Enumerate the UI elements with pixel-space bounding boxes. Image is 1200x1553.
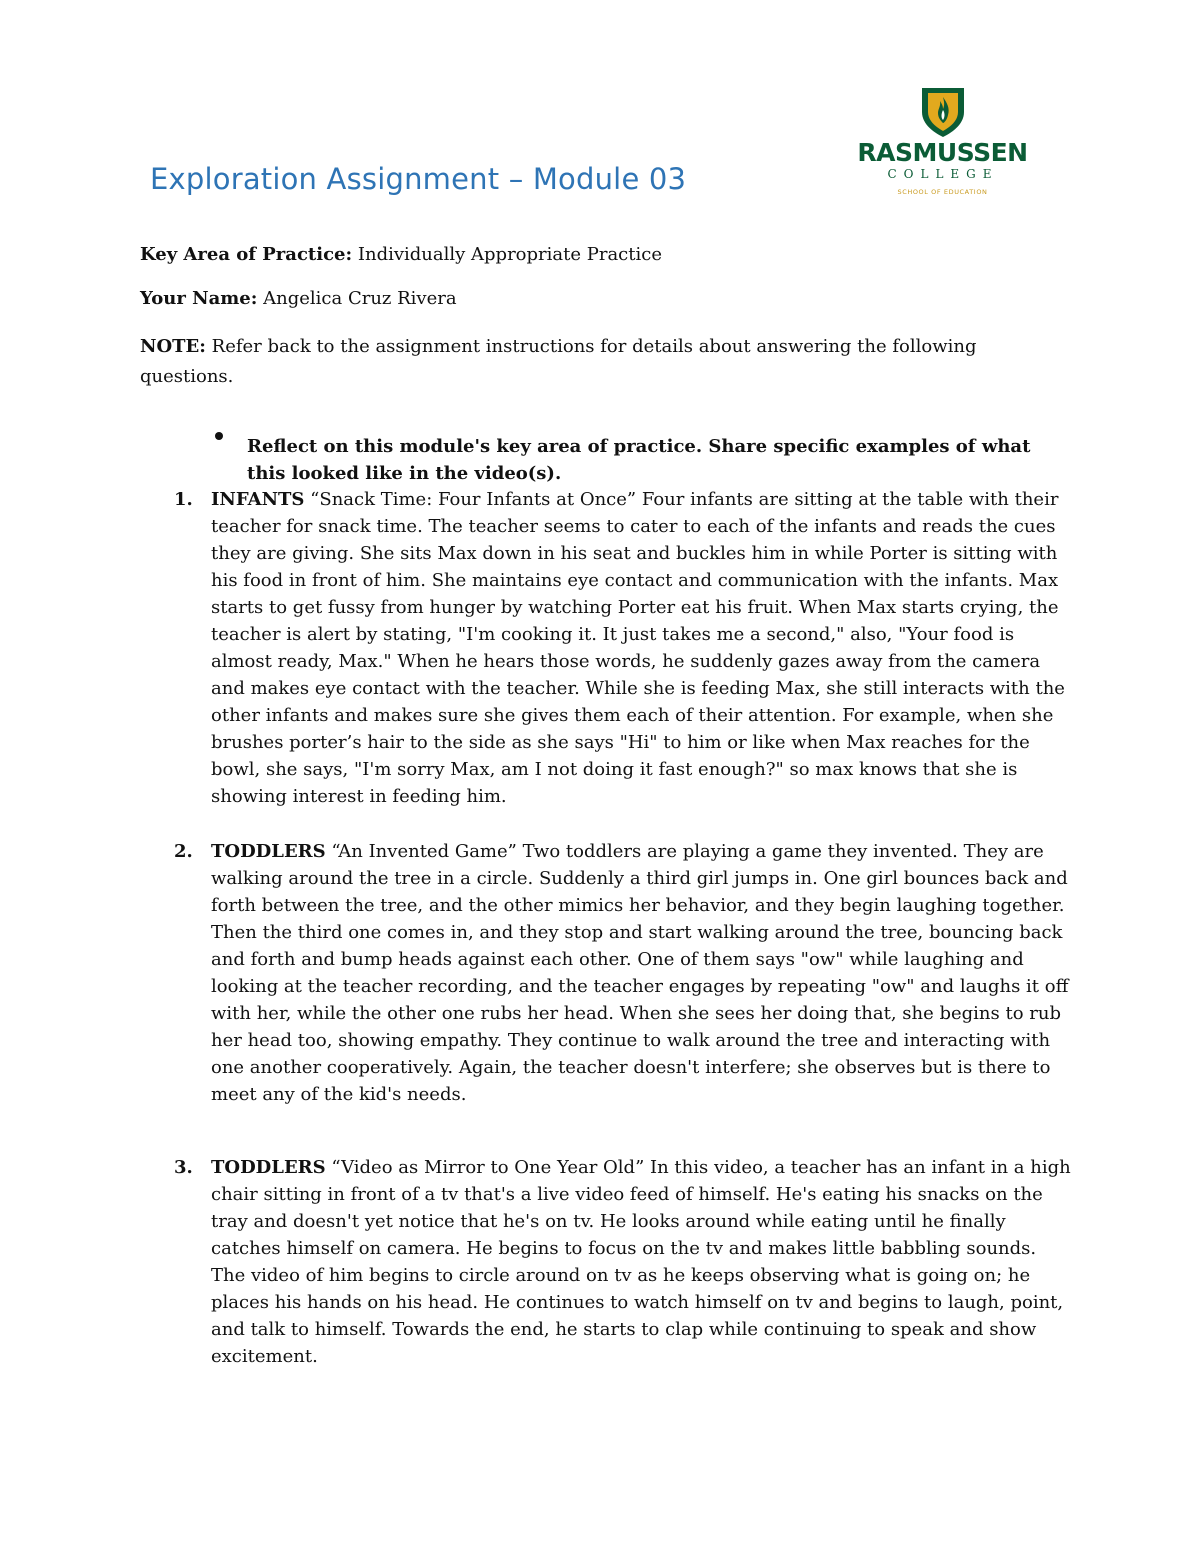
name-value: Angelica Cruz Rivera (263, 288, 457, 309)
item-text: “Video as Mirror to One Year Old” In this video, a teacher has an infant in a high chair sitting in front of a tv that's a live video feed of himself. He's eating his snacks on the tray and doesn't yet notice that he's on tv. He looks around while eating until he finally catches himself on camera. He begins to focus on the tv and makes little babbling sounds. The video of him begins to circle around on tv as he keeps observing what is going on; he places his hands on his head. He continues to watch himself on tv and begins to laugh, point, and talk to himself. Towards the end, he starts to clap while continuing to speak and show excitement. (211, 1157, 1071, 1367)
name-field (140, 288, 457, 309)
item-number: 2. (174, 841, 193, 862)
reflection-prompt: Reflect on this module's key area of practice. Share specific examples of what this looked like in the video(s). (247, 436, 1031, 484)
list-item (174, 1154, 1071, 1370)
note-text: Refer back to the assignment instructions for details about answering the following questions. (140, 336, 977, 387)
item-label: TODDLERS (211, 1157, 326, 1178)
key-area-value: Individually Appropriate Practice (357, 244, 662, 265)
item-number: 1. (174, 489, 193, 510)
item-label: TODDLERS (211, 841, 326, 862)
note-paragraph (140, 332, 1040, 392)
logo-school-text: SCHOOL OF EDUCATION (897, 188, 988, 196)
note-label: NOTE: (140, 336, 206, 357)
key-area-field (140, 244, 662, 265)
key-area-label: Key Area of Practice: (140, 244, 353, 265)
item-text: “An Invented Game” Two toddlers are playing a game they invented. They are walking around the tree in a circle. Suddenly a third girl jumps in. One girl bounces back and forth between the tree, and the other mimics her behavior, and they begin laughing together. Then the third one comes in, and they stop and start walking around the tree, bouncing back and forth and bump heads against each other. One of them says "ow" while laughing and looking at the teacher recording, and the teacher engages by repeating "ow" and laughs it off with her, while the other one rubs her head. When she sees her doing that, she begins to rub her head too, showing empathy. They continue to walk around the tree and interacting with one another cooperatively. Again, the teacher doesn't interfere; she observes but is there to meet any of the kid's needs. (211, 841, 1069, 1105)
shield-flame-icon (919, 86, 967, 138)
document-title: Exploration Assignment – Module 03 (150, 162, 687, 196)
logo-wordmark: RASMUSSEN (857, 138, 1028, 167)
item-text: “Snack Time: Four Infants at Once” Four infants are sitting at the table with their teacher for snack time. The teacher seems to cater to each of the infants and reads the cues they are giving. She sits Max down in his seat and buckles him in while Porter is sitting with his food in front of him. She maintains eye contact and communication with the infants. Max starts to get fussy from hunger by watching Porter eat his fruit. When Max starts crying, the teacher is alert by stating, "I'm cooking it. It just takes me a second," also, "Your food is almost ready, Max." When he hears those words, he suddenly gazes away from the camera and makes eye contact with the teacher. While she is feeding Max, she still interacts with the other infants and makes sure she gives them each of their attention. For example, when she brushes porter’s hair to the side as she says "Hi" to him or like when Max reaches for the bowl, she says, "I'm sorry Max, am I not doing it fast enough?" so max knows that she is showing interest in feeding him. (211, 489, 1065, 807)
item-number: 3. (174, 1157, 193, 1178)
list-item (174, 486, 1071, 810)
rasmussen-college-logo (850, 86, 1035, 200)
logo-college-text: COLLEGE (887, 167, 999, 181)
name-label: Your Name: (140, 288, 258, 309)
bullet-icon (215, 432, 223, 440)
item-label: INFANTS (211, 489, 305, 510)
list-item (174, 838, 1071, 1108)
